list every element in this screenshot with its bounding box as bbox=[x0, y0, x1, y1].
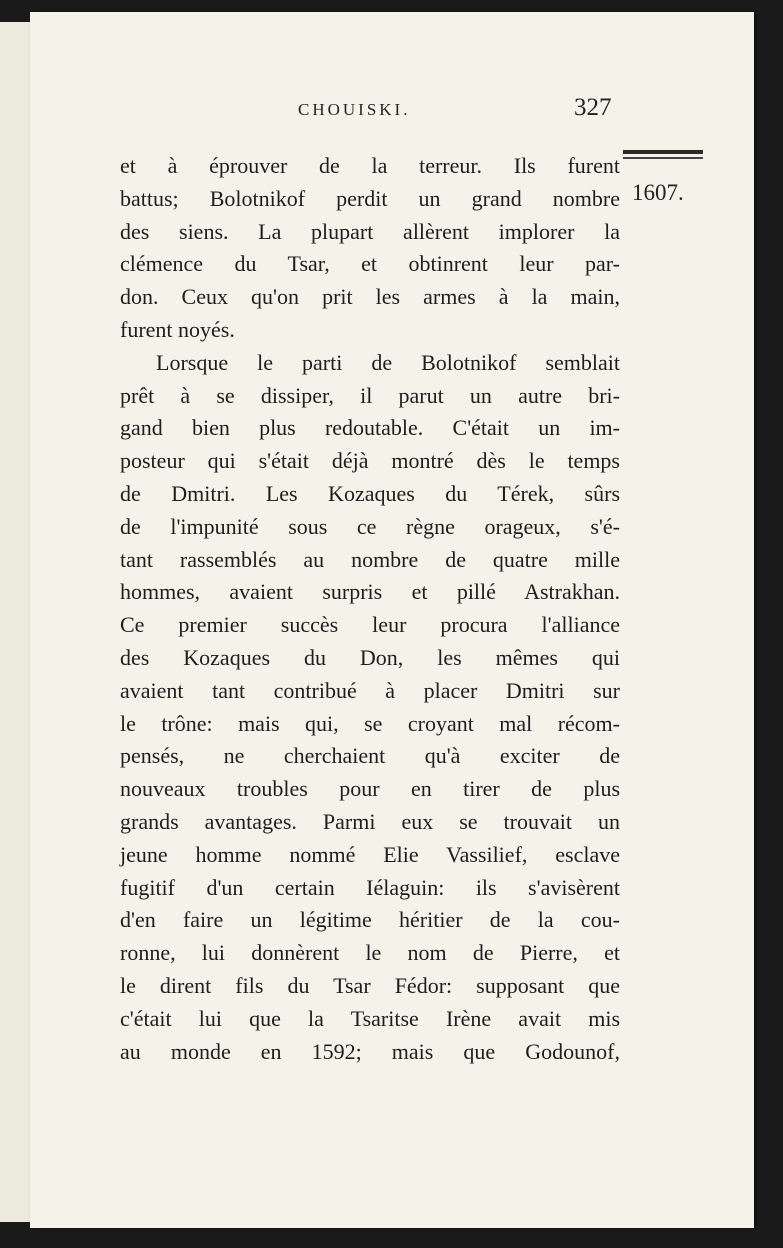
text-line: au monde en 1592; mais que Godounof, bbox=[120, 1038, 620, 1064]
text-line: ronne, lui donnèrent le nom de Pierre, et bbox=[120, 940, 620, 966]
text-line: prêt à se dissiper, il parut un autre bri- bbox=[120, 382, 620, 408]
text-line: gand bien plus redoutable. C'était un im- bbox=[120, 415, 620, 441]
text-line: d'en faire un légitime héritier de la cou- bbox=[120, 907, 620, 933]
text-line: c'était lui que la Tsaritse Irène avait mis bbox=[120, 1005, 620, 1031]
text-line: posteur qui s'était déjà montré dès le temps bbox=[120, 448, 620, 474]
text-line: des Kozaques du Don, les mêmes qui bbox=[120, 644, 620, 670]
page-number: 327 bbox=[574, 94, 612, 121]
text-line: Ce premier succès leur procura l'alliance bbox=[120, 612, 620, 638]
text-line: Lorsque le parti de Bolotnikof semblait bbox=[156, 349, 620, 375]
text-line: de l'impunité sous ce règne orageux, s'é- bbox=[120, 513, 620, 539]
margin-year-note: 1607. bbox=[632, 180, 684, 205]
running-title: CHOUISKI. bbox=[298, 100, 411, 119]
text-line: et à éprouver de la terreur. Ils furent bbox=[120, 153, 620, 178]
text-line: clémence du Tsar, et obtinrent leur par- bbox=[120, 251, 620, 277]
page-header bbox=[30, 94, 754, 130]
text-line: avaient tant contribué à placer Dmitri sur bbox=[120, 677, 620, 703]
text-line: le trône: mais qui, se croyant mal récom- bbox=[120, 710, 620, 736]
text-line: pensés, ne cherchaient qu'à exciter de bbox=[120, 743, 620, 769]
text-line: furent noyés. bbox=[120, 316, 235, 342]
text-line: des siens. La plupart allèrent implorer la bbox=[120, 218, 620, 244]
body-text bbox=[120, 150, 620, 1068]
text-line: de Dmitri. Les Kozaques du Térek, sûrs bbox=[120, 480, 620, 506]
text-line: don. Ceux qu'on prit les armes à la main, bbox=[120, 284, 620, 310]
text-line: tant rassemblés au nombre de quatre mille bbox=[120, 546, 620, 572]
text-line: fugitif d'un certain Iélaguin: ils s'avisèrent bbox=[120, 874, 620, 900]
marginal-rule bbox=[623, 150, 703, 154]
text-line: le dirent fils du Tsar Fédor: supposant que bbox=[120, 972, 620, 998]
text-line: jeune homme nommé Elie Vassilief, esclave bbox=[120, 841, 620, 867]
text-line: nouveaux troubles pour en tirer de plus bbox=[120, 776, 620, 802]
text-line: battus; Bolotnikof perdit un grand nombre bbox=[120, 185, 620, 211]
book-page bbox=[30, 12, 754, 1228]
text-line: grands avantages. Parmi eux se trouvait un bbox=[120, 808, 620, 834]
text-line: hommes, avaient surpris et pillé Astrakhan. bbox=[120, 579, 620, 605]
